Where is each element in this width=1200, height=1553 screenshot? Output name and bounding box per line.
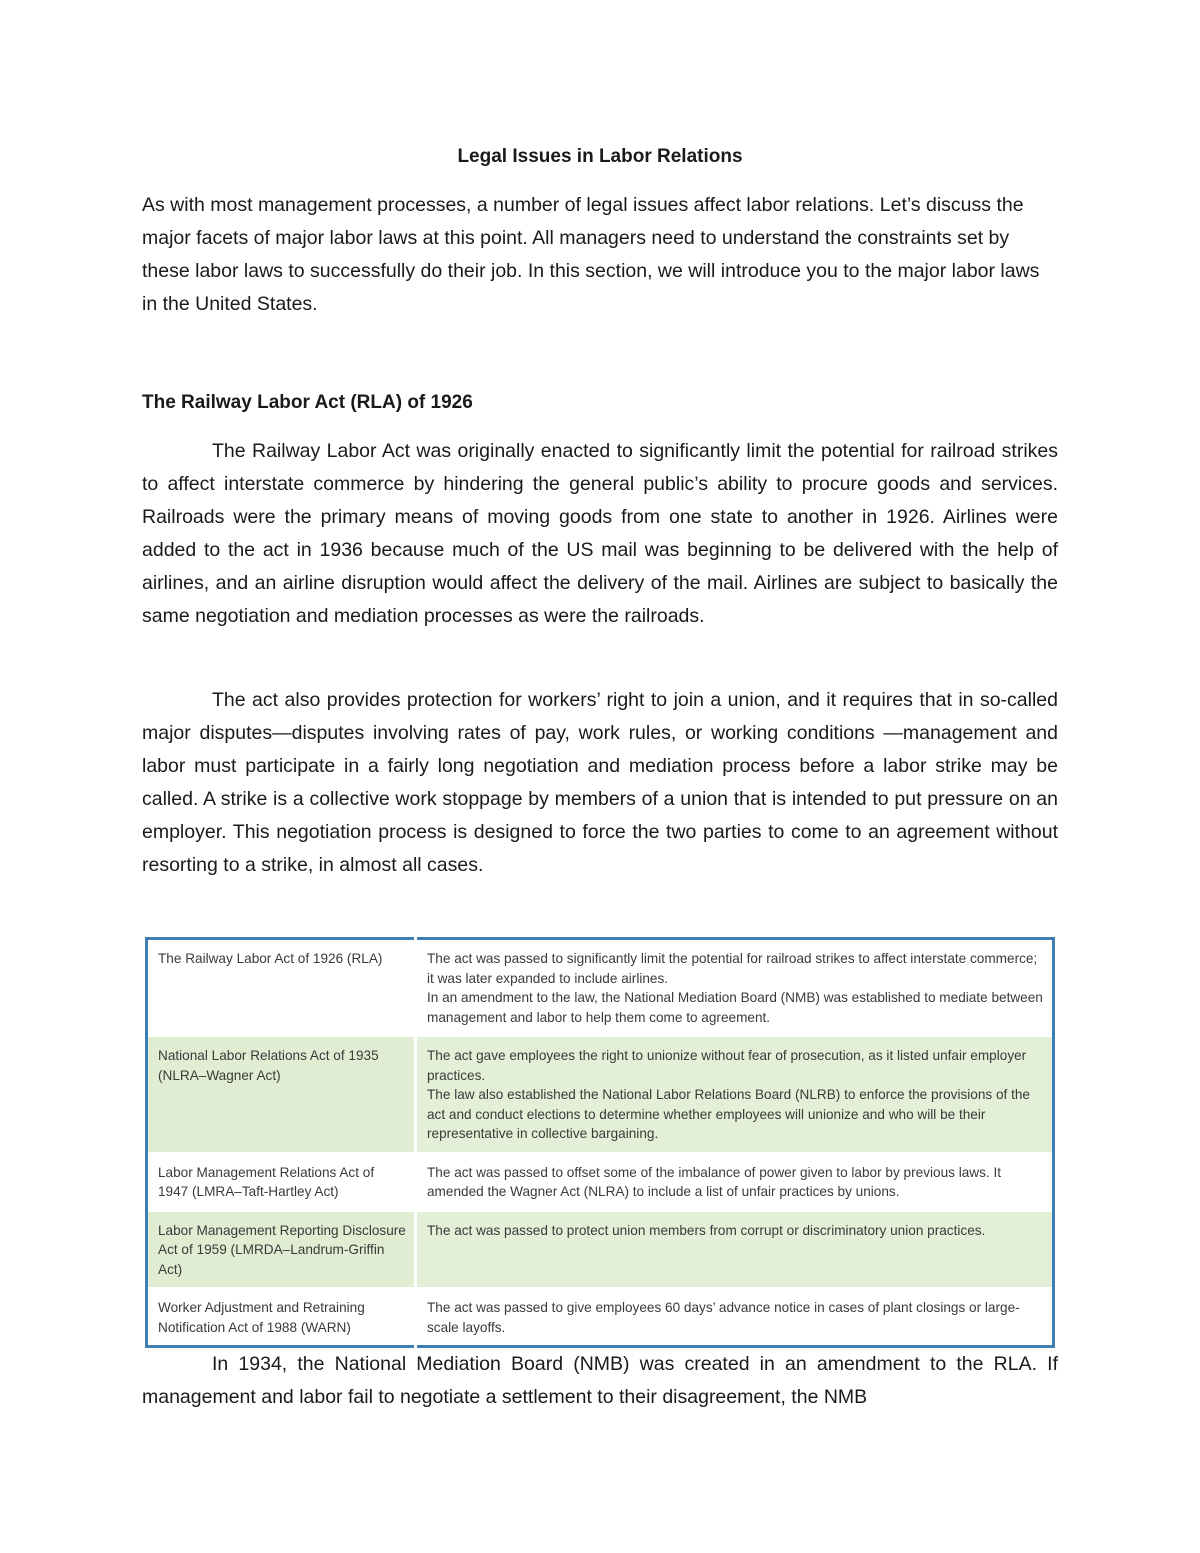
intro-paragraph: As with most management processes, a number of legal issues affect labor relations. Let’s discuss the major facets of major labor laws at this point. All managers need to understand the constraints set by these labor laws to successfully do their job. In this section, we will introduce you to the major labor laws in the United States. [142,194,1040,315]
section-heading: The Railway Labor Act (RLA) of 1926 [142,392,473,413]
rla-paragraph-1: The Railway Labor Act was originally enacted to significantly limit the potential for railroad strikes to affect interstate commerce by hindering the general public’s ability to procure goods and services. Railroads were the primary means of moving goods from one state to another in 1926. Airlines were added to the act in 1936 because much of the US mail was beginning to be delivered with the help of airlines, and an airline disruption would affect the delivery of the mail. Airlines are subject to basically the same negotiation and mediation processes as were the railroads. [142,440,1058,627]
table-row [147,939,1054,1037]
law-description-line: The act was passed to significantly limit the potential for railroad strikes to affect interstate commerce; it was later expanded to include airlines. [427,951,1038,986]
law-description-line: In an amendment to the law, the National Mediation Board (NMB) was established to mediate between management and labor to help them come to agreement. [427,990,1043,1025]
law-description-line: The act was passed to offset some of the imbalance of power given to labor by previous laws. It amended the Wagner Act (NLRA) to include a list of unfair practices by unions. [427,1164,1002,1199]
page-title: Legal Issues in Labor Relations [457,146,743,167]
law-description [416,1153,1054,1211]
law-description-line: The act gave employees the right to unionize without fear of prosecution, as it listed unfair employer practices. [427,1048,1027,1083]
law-description-line: The law also established the National Labor Relations Board (NLRB) to enforce the provisions of the act and conduct elections to determine whether employees will unionize and who will be their representative in collective bargaining. [427,1087,1030,1141]
law-description-line: The act was passed to protect union members from corrupt or discriminatory union practices. [427,1222,986,1238]
law-name: Worker Adjustment and Retraining Notification Act of 1988 (WARN) [147,1288,416,1347]
law-name: The Railway Labor Act of 1926 (RLA) [147,939,416,1037]
law-description [416,1211,1054,1289]
law-description-line: The act was passed to give employees 60 days’ advance notice in cases of plant closings or large-scale layoffs. [427,1300,1020,1335]
table-row [147,1153,1054,1211]
rla-paragraph-2: The act also provides protection for workers’ right to join a union, and it requires that in so-called major disputes—disputes involving rates of pay, work rules, or working conditions —management and labor must participate in a fairly long negotiation and mediation process before a labor strike may be called. A strike is a collective work stoppage by members of a union that is intended to put pressure on an employer. This negotiation process is designed to force the two parties to come to an agreement without resorting to a strike, in almost all cases. [142,689,1058,876]
law-name: Labor Management Relations Act of 1947 (LMRA–Taft-Hartley Act) [147,1153,416,1211]
table-row [147,1288,1054,1347]
law-name: National Labor Relations Act of 1935 (NLRA–Wagner Act) [147,1036,416,1153]
nmb-paragraph: In 1934, the National Mediation Board (NMB) was created in an amendment to the RLA. If management and labor fail to negotiate a settlement to their disagreement, the NMB [142,1353,1058,1408]
table-row [147,1211,1054,1289]
labor-laws-table [145,937,1055,1348]
law-description [416,1288,1054,1347]
law-name: Labor Management Reporting Disclosure Act of 1959 (LMRDA–Landrum-Griffin Act) [147,1211,416,1289]
table-row [147,1036,1054,1153]
law-description [416,939,1054,1037]
law-description [416,1036,1054,1153]
